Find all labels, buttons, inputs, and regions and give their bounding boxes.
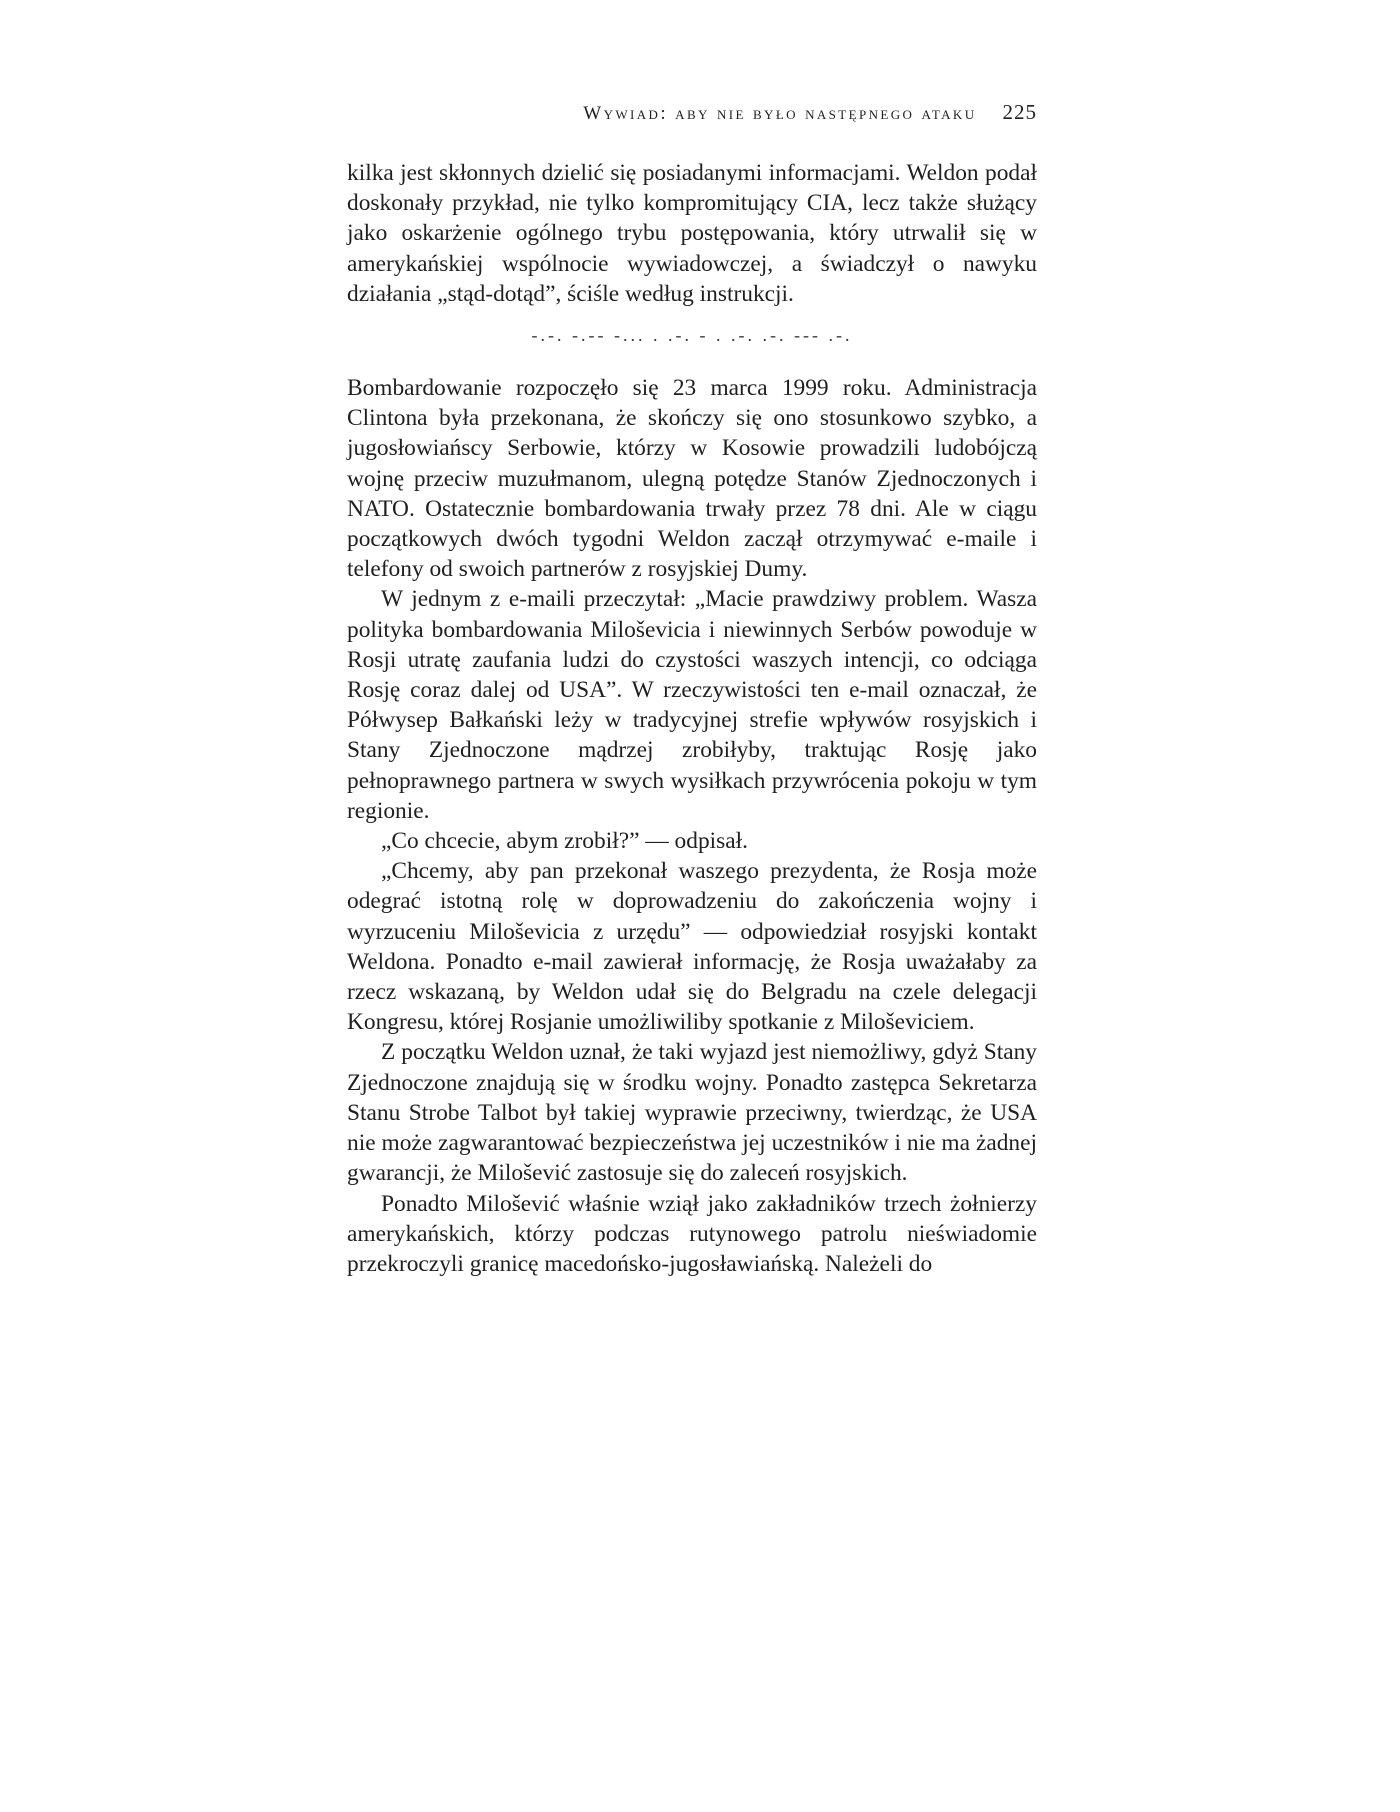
paragraph-continued: kilka jest skłonnych dzielić się posiadanymi informacjami. Weldon podał doskonały przykład, nie tylko kompromitujący CIA, lecz także służący jako oskarżenie ogólnego trybu postępowania, który utrwalił się w amerykańskiej wspólnocie wywiadowczej, a świadczył o nawyku działania „stąd-dotąd”, ściśle według instrukcji. <box>347 160 1037 307</box>
running-title: Wywiad: aby nie było następnego ataku <box>583 103 977 124</box>
section-separator: -.-. -.-- -... . .-. - . .-. .-. --- .-. <box>531 325 853 346</box>
paragraph: Ponadto Milošević właśnie wziął jako zakładników trzech żołnierzy amerykańskich, którzy podczas rutynowego patrolu nieświadomie przekroczyli granicę macedońsko-jugosławiańską. Należeli do <box>347 1190 1037 1277</box>
running-header <box>347 100 1037 130</box>
paragraph: Z początku Weldon uznał, że taki wyjazd jest niemożliwy, gdyż Stany Zjednoczone znajdują się w środku wojny. Ponadto zastępca Sekretarza Stanu Strobe Talbot był takiej wyprawie przeciwny, twierdząc, że USA nie może zagwarantować bezpieczeństwa jej uczestników i nie ma żadnej gwarancji, że Milošević zastosuje się do zaleceń rosyjskich. <box>347 1039 1037 1187</box>
book-page <box>347 100 1037 1279</box>
paragraph: „Co chcecie, abym zrobił?” — odpisał. <box>381 828 748 855</box>
paragraph: „Chcemy, aby pan przekonał waszego prezydenta, że Rosja może odegrać istotną rolę w doprowadzeniu do zakończenia wojny i wyrzuceniu Miloševicia z urzędu” — odpowiedział rosyjski kontakt Weldona. Ponadto e-mail zawierał informację, że Rosja uważałaby za rzecz wskazaną, by Weldon udał się do Belgradu na czele delegacji Kongresu, której Rosjanie umożliwiliby spotkanie z Miloševiciem. <box>347 858 1037 1036</box>
paragraph: Bombardowanie rozpoczęło się 23 marca 1999 roku. Administracja Clintona była przekonana, że skończy się ono stosunkowo szybko, a jugosłowiańscy Serbowie, którzy w Kosowie prowadzili ludobójczą wojnę przeciw muzułmanom, ulegną potędze Stanów Zjednoczonych i NATO. Ostatecznie bombardowania trwały przez 78 dni. Ale w ciągu początkowych dwóch tygodni Weldon zaczął otrzymywać e-maile i telefony od swoich partnerów z rosyjskiej Dumy. <box>347 375 1037 583</box>
page-number: 225 <box>1002 100 1037 124</box>
body-text <box>347 158 1037 1279</box>
paragraph: W jednym z e-maili przeczytał: „Macie prawdziwy problem. Wasza polityka bombardowania Miloševicia i niewinnych Serbów powoduje w Rosji utratę zaufania ludzi do czystości waszych intencji, co odciąga Rosję coraz dalej od USA”. W rzeczywistości ten e-mail oznaczał, że Półwysep Bałkański leży w tradycyjnej strefie wpływów rosyjskich i Stany Zjednoczone mądrzej zrobiłyby, traktując Rosję jako pełnoprawnego partnera w swych wysiłkach przywrócenia pokoju w tym regionie. <box>347 586 1037 824</box>
